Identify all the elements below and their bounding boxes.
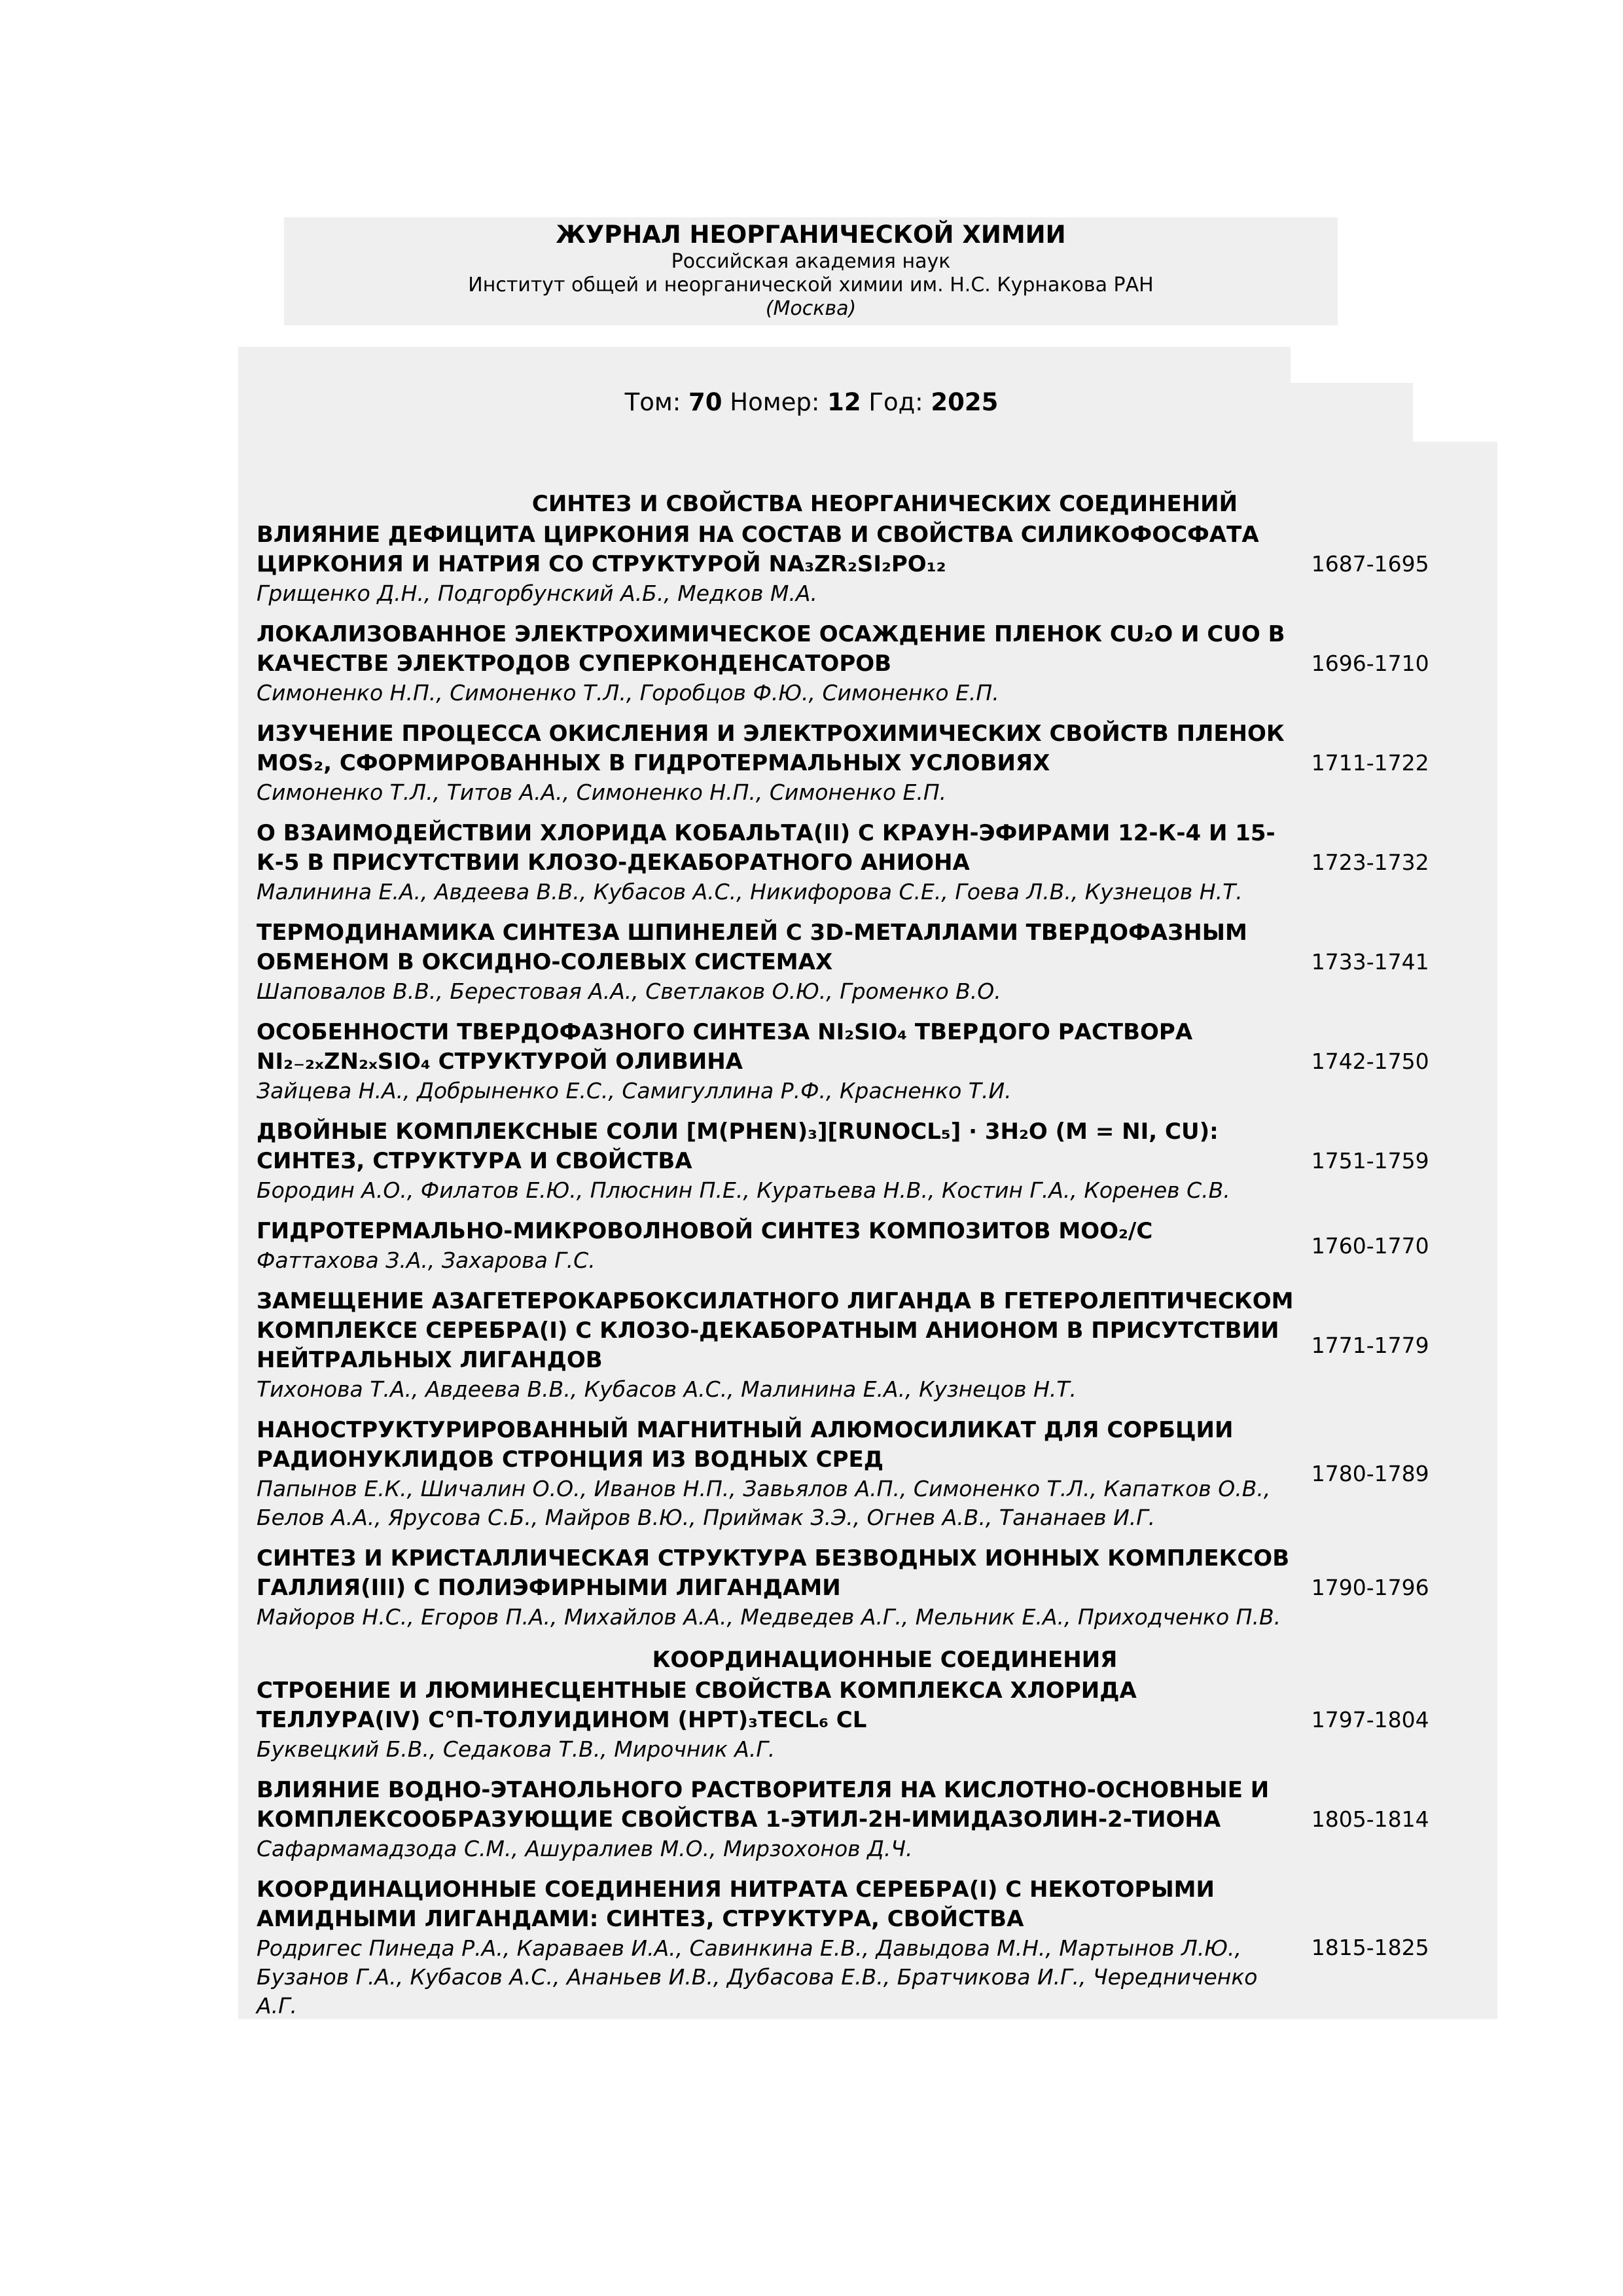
article-entry[interactable] [257, 1018, 1493, 1105]
institute: Институт общей и неорганической химии им. Н.С. Курнакова РАН [468, 274, 1154, 296]
article-body [257, 918, 1304, 1006]
journal-title: ЖУРНАЛ НЕОРГАНИЧЕСКОЙ ХИМИИ [556, 221, 1066, 249]
article-title[interactable]: ВЛИЯНИЕ ВОДНО-ЭТАНОЛЬНОГО РАСТВОРИТЕЛЯ НА КИСЛОТНО-ОСНОВНЫЕ И КОМПЛЕКСООБРАЗУЮЩИЕ СВОЙСТВА 1-ЭТИЛ-2Н-ИМИДАЗОЛИН-2-ТИОНА [257, 1777, 1270, 1833]
publisher: Российская академия наук [671, 250, 951, 273]
article-body [257, 1018, 1304, 1105]
volume-value: 70 [688, 388, 722, 416]
city: (Москва) [765, 297, 857, 320]
article-title[interactable]: О ВЗАИМОДЕЙСТВИИ ХЛОРИДА КОБАЛЬТА(II) С КРАУН-ЭФИРАМИ 12-К-4 И 15-К-5 В ПРИСУТСТВИИ КЛОЗО-ДЕКАБОРАТНОГО АНИОНА [257, 820, 1275, 876]
article-entry[interactable] [257, 1676, 1493, 1764]
article-entry[interactable] [257, 1544, 1493, 1632]
article-body [257, 1217, 1304, 1275]
article-entry[interactable] [257, 1287, 1493, 1404]
article-body [257, 620, 1304, 708]
article-title[interactable]: ЗАМЕЩЕНИЕ АЗАГЕТЕРОКАРБОКСИЛАТНОГО ЛИГАНДА В ГЕТЕРОЛЕПТИЧЕСКОМ КОМПЛЕКСЕ СЕРЕБРА(I) С КЛОЗО-ДЕКАБОРАТНЫМ АНИОНОМ В ПРИСУТСТВИИ НЕЙТРАЛЬНЫХ ЛИГАНДОВ [257, 1288, 1294, 1373]
article-body [257, 1117, 1304, 1205]
article-authors: Майоров Н.С., Егоров П.А., Михайлов А.А., Медведев А.Г., Мельник Е.А., Приходченко П.В. [257, 1604, 1281, 1630]
article-authors: Зайцева Н.А., Добрыненко Е.С., Самигуллина Р.Ф., Красненко Т.И. [257, 1078, 1012, 1103]
issue-info [0, 386, 1623, 419]
article-pages: 1771-1779 [1311, 1332, 1429, 1358]
article-title[interactable]: СИНТЕЗ И КРИСТАЛЛИЧЕСКАЯ СТРУКТУРА БЕЗВОДНЫХ ИОННЫХ КОМПЛЕКСОВ ГАЛЛИЯ(III) С ПОЛИЭФИРНЫМИ ЛИГАНДАМИ [257, 1545, 1290, 1601]
article-entry[interactable] [257, 819, 1493, 906]
article-authors: Симоненко Н.П., Симоненко Т.Л., Горобцов Ф.Ю., Симоненко Е.П. [257, 680, 999, 706]
article-title[interactable]: СТРОЕНИЕ И ЛЮМИНЕСЦЕНТНЫЕ СВОЙСТВА КОМПЛЕКСА ХЛОРИДА ТЕЛЛУРА(IV) С°П-ТОЛУИДИНОМ (HPT)₃TECL₆ CL [257, 1677, 1137, 1733]
journal-header [284, 217, 1338, 325]
article-entry[interactable] [257, 620, 1493, 708]
article-title[interactable]: КООРДИНАЦИОННЫЕ СОЕДИНЕНИЯ НИТРАТА СЕРЕБРА(I) С НЕКОТОРЫМИ АМИДНЫМИ ЛИГАНДАМИ: СИНТЕЗ, СТРУКТУРА, СВОЙСТВА [257, 1876, 1215, 1932]
year-value: 2025 [931, 388, 999, 416]
article-entry[interactable] [257, 1416, 1493, 1532]
year-label: Год: [868, 388, 923, 416]
article-authors: Шаповалов В.В., Берестовая А.А., Светлаков О.Ю., Громенко В.О. [257, 978, 1001, 1004]
section-heading: СИНТЕЗ И СВОЙСТВА НЕОРГАНИЧЕСКИХ СОЕДИНЕНИЙ [531, 491, 1238, 517]
article-body [257, 1416, 1304, 1532]
article-entry[interactable] [257, 520, 1493, 608]
article-title[interactable]: ТЕРМОДИНАМИКА СИНТЕЗА ШПИНЕЛЕЙ С 3D-МЕТАЛЛАМИ ТВЕРДОФАЗНЫМ ОБМЕНОМ В ОКСИДНО-СОЛЕВЫХ СИСТЕМАХ [257, 920, 1247, 975]
article-authors: Малинина Е.А., Авдеева В.В., Кубасов А.С., Никифорова С.Е., Гоева Л.В., Кузнецов Н.Т. [257, 879, 1243, 905]
article-title[interactable]: ЛОКАЛИЗОВАННОЕ ЭЛЕКТРОХИМИЧЕСКОЕ ОСАЖДЕНИЕ ПЛЕНОК CU₂O И CUO В КАЧЕСТВЕ ЭЛЕКТРОДОВ СУПЕРКОНДЕНСАТОРОВ [257, 621, 1285, 677]
article-body [257, 1776, 1304, 1863]
article-pages: 1751-1759 [1311, 1148, 1429, 1174]
article-title[interactable]: НАНОСТРУКТУРИРОВАННЫЙ МАГНИТНЫЙ АЛЮМОСИЛИКАТ ДЛЯ СОРБЦИИ РАДИОНУКЛИДОВ СТРОНЦИЯ ИЗ ВОДНЫХ СРЕД [257, 1417, 1234, 1473]
article-authors: Родригес Пинеда Р.А., Караваев И.А., Савинкина Е.В., Давыдова М.Н., Мартынов Л.Ю., Бузанов Г.А., Кубасов А.С., Ананьев И.В., Дубасова Е.В., Братчикова И.Г., Чередниченко А.Г. [257, 1935, 1258, 2018]
article-body [257, 819, 1304, 906]
article-pages: 1711-1722 [1311, 750, 1429, 776]
article-authors: Тихонова Т.А., Авдеева В.В., Кубасов А.С., Малинина Е.А., Кузнецов Н.Т. [257, 1376, 1077, 1402]
article-title[interactable]: ГИДРОТЕРМАЛЬНО-МИКРОВОЛНОВОЙ СИНТЕЗ КОМПОЗИТОВ MOO₂/C [257, 1218, 1153, 1244]
article-entry[interactable] [257, 918, 1493, 1006]
article-pages: 1790-1796 [1311, 1575, 1429, 1600]
article-authors: Папынов Е.К., Шичалин О.О., Иванов Н.П., Завьялов А.П., Симоненко Т.Л., Капатков О.В., Белов А.А., Ярусова С.Б., Майров В.Ю., Приймак З.Э., Огнев А.В., Тананаев И.Г. [257, 1476, 1271, 1530]
article-authors: Бородин А.О., Филатов Е.Ю., Плюснин П.Е., Куратьева Н.В., Костин Г.А., Коренев С.В. [257, 1177, 1230, 1203]
article-pages: 1696-1710 [1311, 651, 1429, 676]
table-of-contents [257, 488, 1493, 2032]
article-authors: Фаттахова З.А., Захарова Г.С. [257, 1247, 596, 1273]
article-pages: 1723-1732 [1311, 850, 1429, 875]
volume-label: Том: [624, 388, 681, 416]
article-body [257, 1287, 1304, 1404]
article-pages: 1760-1770 [1311, 1232, 1429, 1259]
number-value: 12 [827, 388, 861, 416]
article-body [257, 1544, 1304, 1632]
article-pages: 1733-1741 [1311, 949, 1429, 975]
article-body [257, 520, 1304, 608]
article-title[interactable]: ИЗУЧЕНИЕ ПРОЦЕССА ОКИСЛЕНИЯ И ЭЛЕКТРОХИМИЧЕСКИХ СВОЙСТВ ПЛЕНОК MOS₂, СФОРМИРОВАННЫХ В ГИДРОТЕРМАЛЬНЫХ УСЛОВИЯХ [257, 721, 1285, 776]
article-body [257, 719, 1304, 807]
article-entry[interactable] [257, 1217, 1493, 1275]
article-pages: 1805-1814 [1311, 1806, 1429, 1832]
article-entry[interactable] [257, 1117, 1493, 1205]
number-label: Номер: [730, 388, 820, 416]
section-heading: КООРДИНАЦИОННЫЕ СОЕДИНЕНИЯ [652, 1647, 1118, 1673]
article-pages: 1815-1825 [1311, 1935, 1429, 1960]
article-title[interactable]: ДВОЙНЫЕ КОМПЛЕКСНЫЕ СОЛИ [M(PHEN)₃][RUNOCL₅] · 3H₂O (M = NI, CU): СИНТЕЗ, СТРУКТУРА И СВОЙСТВА [257, 1119, 1219, 1174]
article-body [257, 1676, 1304, 1764]
article-pages: 1742-1750 [1311, 1049, 1429, 1074]
article-entry[interactable] [257, 719, 1493, 807]
article-entry[interactable] [257, 1776, 1493, 1863]
article-pages: 1687-1695 [1311, 551, 1429, 577]
article-title[interactable]: ВЛИЯНИЕ ДЕФИЦИТА ЦИРКОНИЯ НА СОСТАВ И СВОЙСТВА СИЛИКОФОСФАТА ЦИРКОНИЯ И НАТРИЯ СО СТРУКТУРОЙ NA₃ZR₂SI₂PO₁₂ [257, 522, 1259, 577]
article-authors: Симоненко Т.Л., Титов А.А., Симоненко Н.П., Симоненко Е.П. [257, 780, 947, 805]
article-authors: Сафармамадзода С.М., Ашуралиев М.О., Мирзохонов Д.Ч. [257, 1836, 913, 1861]
article-body [257, 1875, 1304, 2020]
article-authors: Грищенко Д.Н., Подгорбунский А.Б., Медков М.А. [257, 581, 817, 606]
article-pages: 1797-1804 [1311, 1707, 1429, 1732]
article-pages: 1780-1789 [1311, 1461, 1429, 1486]
article-entry[interactable] [257, 1875, 1493, 2020]
article-title[interactable]: ОСОБЕННОСТИ ТВЕРДОФАЗНОГО СИНТЕЗА NI₂SIO₄ ТВЕРДОГО РАСТВОРА NI₂₋₂ₓZN₂ₓSIO₄ СТРУКТУРОЙ ОЛИВИНА [257, 1019, 1193, 1075]
article-authors: Буквецкий Б.В., Седакова Т.В., Мирочник А.Г. [257, 1736, 776, 1762]
